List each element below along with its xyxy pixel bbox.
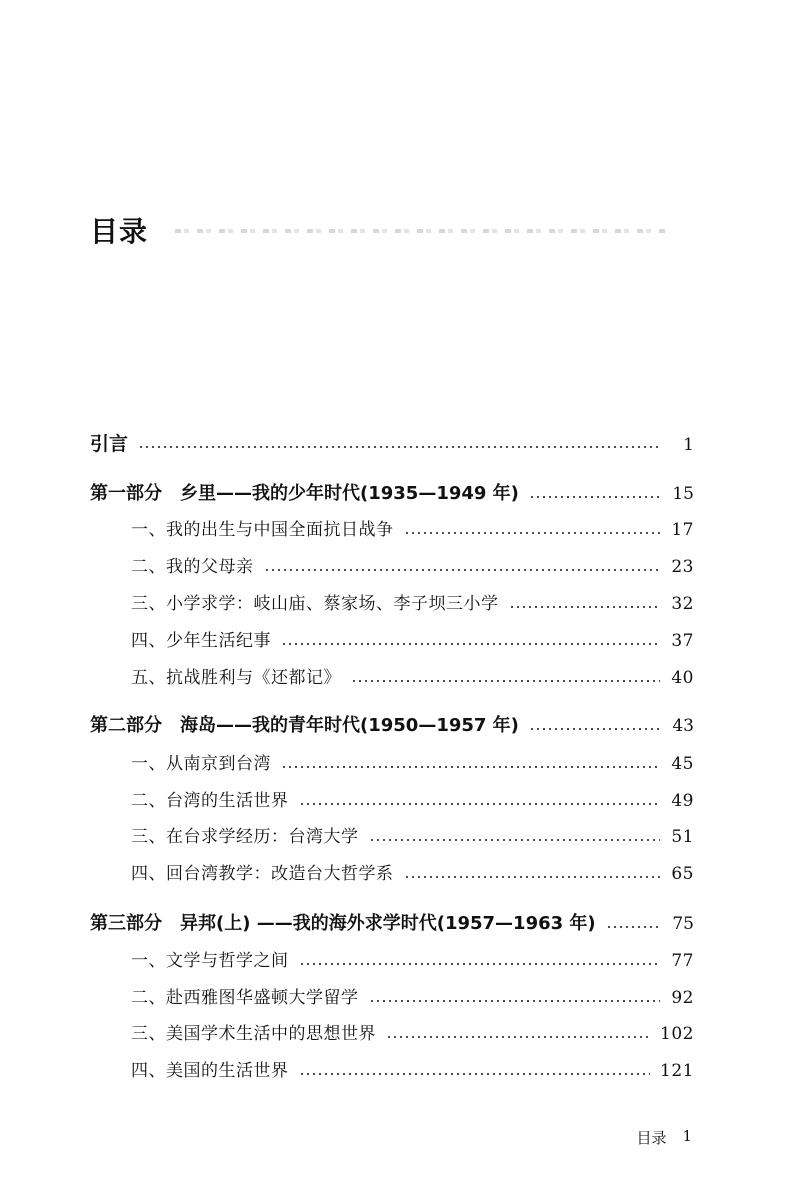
dot-leader (509, 606, 661, 608)
dot-leader (529, 728, 660, 730)
dot-leader (281, 766, 660, 768)
toc-entry-page: 1 (683, 435, 694, 455)
toc-entry-intro[interactable] (90, 429, 694, 459)
toc-entry-label: 四、回台湾教学：改造台大哲学系 (131, 864, 394, 884)
toc-entry-label: 三、在台求学经历：台湾大学 (131, 827, 359, 847)
toc-entry-label: 第二部分 海岛——我的青年时代(1950—1957 年) (90, 715, 519, 736)
toc-chapter[interactable] (131, 515, 694, 545)
toc-entry-page: 77 (671, 951, 694, 971)
toc-entry-label: 一、我的出生与中国全面抗日战争 (131, 520, 394, 540)
toc-entry-page: 15 (672, 484, 694, 504)
page-title: 目录 (90, 215, 149, 248)
dot-leader (404, 532, 661, 534)
dot-leader (299, 963, 661, 965)
toc-chapter[interactable] (131, 749, 694, 779)
dot-leader (351, 680, 660, 682)
toc-chapter[interactable] (131, 663, 694, 693)
toc-entry-label: 第三部分 异邦(上) ——我的海外求学时代(1957—1963 年) (90, 913, 596, 934)
toc-entry-page: 43 (672, 716, 694, 736)
toc-entry-label: 三、小学求学：岐山庙、蔡家场、李子坝三小学 (131, 594, 499, 614)
dot-leader (404, 876, 661, 878)
toc-entry-label: 一、文学与哲学之间 (131, 951, 289, 971)
toc-chapter[interactable] (131, 786, 694, 816)
dot-leader (369, 839, 661, 841)
toc-entry-label: 二、赴西雅图华盛顿大学留学 (131, 988, 359, 1008)
toc-entry-page: 51 (671, 827, 694, 847)
toc-entry-page: 17 (671, 520, 694, 540)
toc-entry-page: 65 (671, 864, 694, 884)
dot-leader (529, 496, 660, 498)
toc-entry-page: 23 (671, 557, 694, 577)
toc-chapter[interactable] (131, 983, 694, 1013)
toc-entry-label: 三、美国学术生活中的思想世界 (131, 1024, 376, 1044)
toc-chapter[interactable] (131, 822, 694, 852)
toc-entry-label: 四、少年生活纪事 (131, 631, 271, 651)
toc-entry-page: 92 (671, 988, 694, 1008)
toc-part-1[interactable] (90, 479, 694, 509)
toc-entry-page: 32 (671, 594, 694, 614)
toc-chapter[interactable] (131, 859, 694, 889)
title-decorative-rule (175, 229, 665, 233)
dot-leader (369, 1000, 661, 1002)
footer-page-number: 1 (682, 1127, 692, 1145)
dot-leader (264, 569, 661, 571)
toc-chapter[interactable] (131, 1019, 694, 1049)
toc-entry-page: 37 (671, 631, 694, 651)
dot-leader (138, 446, 660, 448)
toc-entry-page: 75 (672, 914, 694, 934)
toc-entry-label: 二、台湾的生活世界 (131, 791, 289, 811)
toc-entry-label: 五、抗战胜利与《还都记》 (131, 668, 341, 688)
footer-section-name: 目录 (636, 1129, 667, 1147)
dot-leader (299, 803, 661, 805)
dot-leader (386, 1036, 650, 1038)
toc-part-2[interactable] (90, 711, 694, 741)
toc-chapter[interactable] (131, 552, 694, 582)
toc-chapter[interactable] (131, 589, 694, 619)
toc-entry-label: 第一部分 乡里——我的少年时代(1935—1949 年) (90, 483, 519, 504)
toc-entry-page: 45 (671, 754, 694, 774)
toc-chapter[interactable] (131, 626, 694, 656)
toc-chapter[interactable] (131, 1056, 694, 1086)
toc-entry-page: 40 (671, 668, 694, 688)
toc-entry-label: 引言 (90, 433, 129, 455)
toc-entry-label: 二、我的父母亲 (131, 557, 254, 577)
page-footer (636, 1127, 692, 1148)
toc-entry-label: 四、美国的生活世界 (131, 1061, 289, 1081)
toc-entry-page: 102 (660, 1024, 694, 1044)
toc-part-3[interactable] (90, 909, 694, 939)
toc-chapter[interactable] (131, 946, 694, 976)
toc-entry-page: 49 (671, 791, 694, 811)
dot-leader (281, 643, 660, 645)
toc-entry-label: 一、从南京到台湾 (131, 754, 271, 774)
dot-leader (299, 1073, 651, 1075)
toc-entry-page: 121 (660, 1061, 694, 1081)
dot-leader (606, 926, 660, 928)
